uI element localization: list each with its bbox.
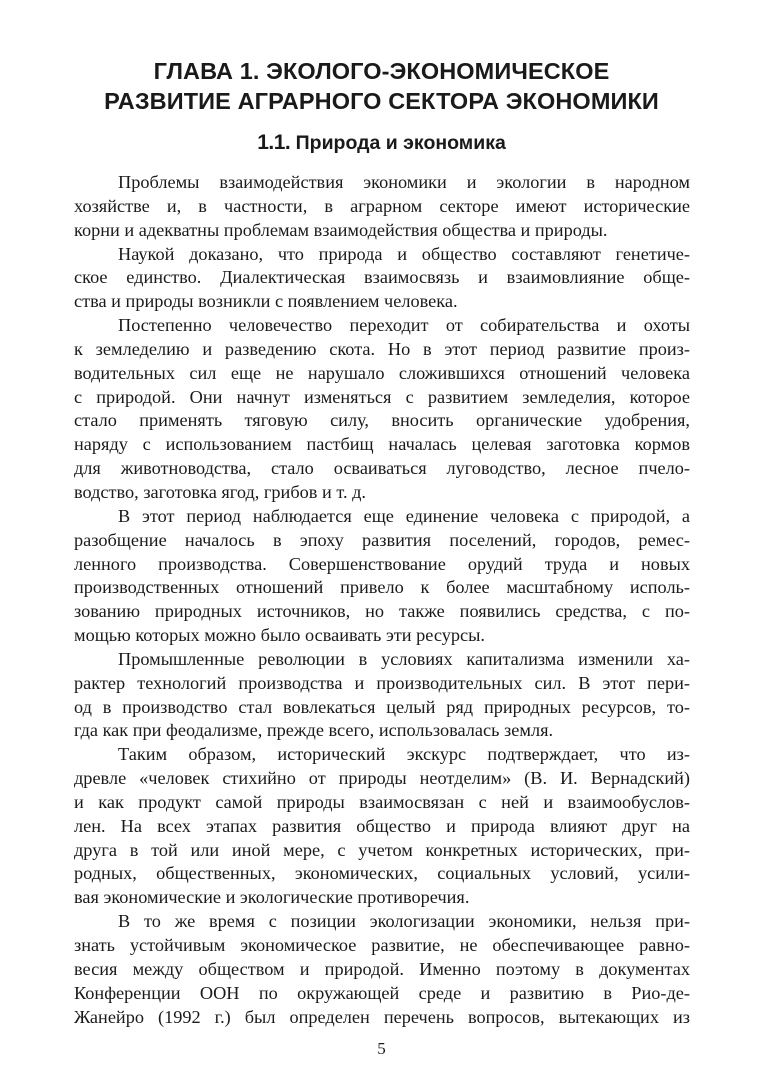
text-line: лен. На всех этапах развития общество и природа влияют друг на [74, 815, 690, 836]
text-line: Таким образом, исторический экскурс подтверждает, что из- [118, 744, 690, 765]
text-line: ское единство. Диалектическая взаимосвязь и взаимовлияние обще- [74, 267, 690, 288]
text-line: корни и адекватны проблемам взаимодействия общества и природы. [74, 219, 608, 240]
text-line: ленного производства. Совершенствование орудий труда и новых [74, 553, 690, 574]
text-line: производственных отношений привело к более масштабному исполь- [74, 577, 690, 598]
text-line: ства и природы возникли с появлением человека. [74, 291, 458, 312]
text-line: мощью которых можно было осваивать эти ресурсы. [74, 625, 485, 646]
text-line: Проблемы взаимодействия экономики и экологии в народном [118, 172, 690, 192]
text-line: для животноводства, стало осваиваться луговодство, лесное пчело- [74, 458, 690, 479]
section-title [40, 130, 723, 156]
text-line: од в производство стал вовлекаться целый ряд природных ресурсов, то- [74, 696, 690, 717]
chapter-title-line-1: ГЛАВА 1. ЭКОЛОГО-ЭКОНОМИЧЕСКОЕ [153, 58, 610, 84]
text-line: водство, заготовка ягод, грибов и т. д. [74, 481, 366, 502]
text-line: водительных сил еще не нарушало сложившихся отношений человека [74, 362, 690, 383]
text-line: Конференции ООН по окружающей среде и развитию в Рио-де- [74, 982, 690, 1003]
chapter-title [40, 56, 723, 116]
text-line: наряду с использованием пастбищ началась целевая заготовка кормов [74, 434, 690, 455]
text-line: разобщение началось в эпоху развития поселений, городов, ремес- [74, 529, 690, 550]
text-line: Постепенно человечество переходит от собирательства и охоты [118, 315, 690, 336]
text-line: и как продукт самой природы взаимосвязан с ней и взаимообуслов- [74, 791, 690, 812]
chapter-title-line-2: РАЗВИТИЕ АГРАРНОГО СЕКТОРА ЭКОНОМИКИ [104, 88, 659, 114]
text-line: гда как при феодализме, прежде всего, использовалась земля. [74, 720, 554, 741]
text-line: Наукой доказано, что природа и общество составляют генетиче- [118, 243, 690, 264]
text-line: к земледелию и разведению скота. Но в этот период развитие произ- [74, 338, 690, 359]
body-text [74, 171, 690, 1029]
text-line: родных, общественных, экономических, социальных условий, усили- [74, 863, 690, 884]
section-number: 1.1. [257, 131, 291, 154]
text-line: древле «человек стихийно от природы неотделим» (В. И. Вернадский) [74, 768, 690, 789]
text-line: знать устойчивым экономическое развитие, не обеспечивающее равно- [74, 935, 690, 955]
text-line: весия между обществом и природой. Именно поэтому в документах [74, 958, 690, 979]
text-line: друга в той или иной мере, с учетом конкретных исторических, при- [74, 839, 690, 860]
text-line: с природой. Они начнут изменяться с развитием земледелия, которое [74, 386, 690, 407]
text-line: стало применять тяговую силу, вносить органические удобрения, [74, 410, 690, 431]
text-line: хозяйстве и, в частности, в аграрном секторе имеют исторические [74, 195, 690, 216]
text-line: Жанейро (1992 г.) был определен перечень вопросов, вытекающих из [74, 1006, 690, 1027]
text-line: зованию природных источников, но также появились средства, с по- [74, 601, 690, 622]
text-line: Промышленные революции в условиях капитализма изменили ха- [118, 648, 690, 669]
text-line: В этот период наблюдается еще единение человека с природой, а [118, 505, 690, 526]
text-line: рактер технологий производства и производительных сил. В этот пери- [74, 672, 690, 693]
page-number: 5 [377, 1039, 386, 1058]
section-title-text: Природа и экономика [295, 132, 506, 154]
text-line: В то же время с позиции экологизации экономики, нельзя при- [118, 911, 690, 932]
text-line: вая экономические и экологические противоречия. [74, 887, 470, 908]
